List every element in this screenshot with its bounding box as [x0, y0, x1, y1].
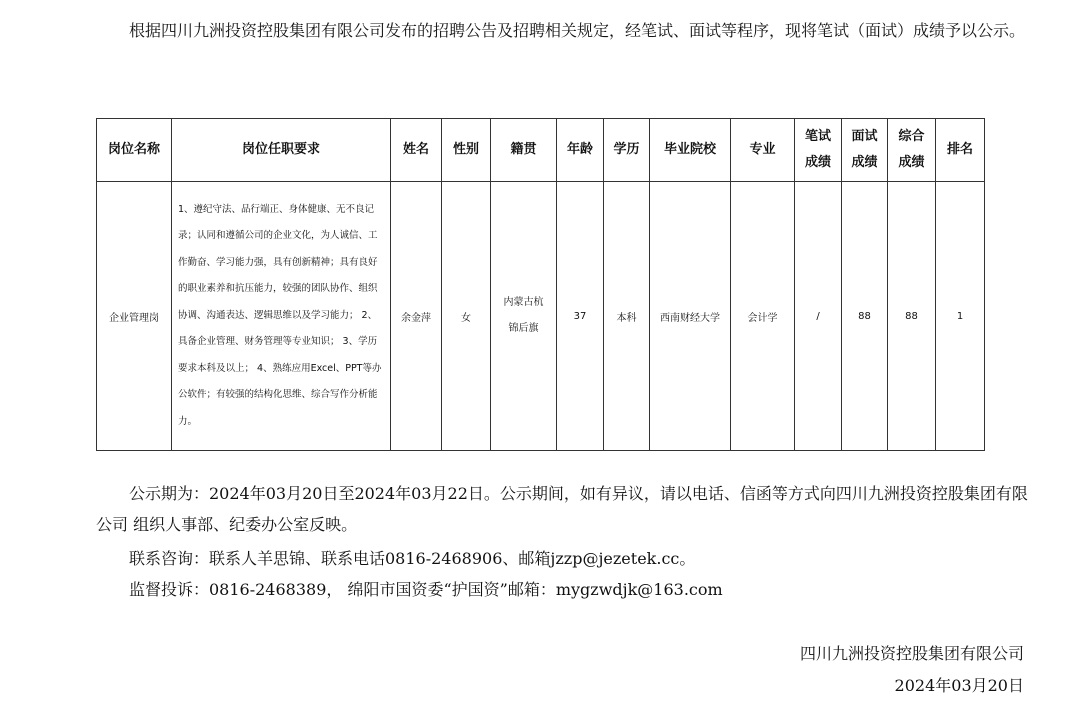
table-header-row	[97, 119, 985, 182]
header-age: 年龄	[557, 119, 604, 182]
header-position: 岗位名称	[97, 119, 172, 182]
results-table	[96, 118, 985, 451]
header-total-score	[888, 119, 936, 182]
header-school: 毕业院校	[650, 119, 731, 182]
header-total-line2: 成绩	[898, 155, 925, 170]
table-row	[97, 182, 985, 451]
signature-date: 2024年03月20日	[894, 676, 1024, 695]
results-table-container	[96, 118, 985, 451]
header-rank: 排名	[936, 119, 985, 182]
cell-rank: 1	[936, 182, 985, 451]
notice-period-paragraph: 公示期为：2024年03月20日至2024年03月22日。公示期间，如有异议，请以电话、信函等方式向四川九洲投资控股集团有限公司 组织人事部、纪委办公室反映。	[96, 484, 1028, 534]
cell-origin-line2: 锦后旗	[508, 323, 539, 334]
cell-age: 37	[557, 182, 604, 451]
cell-position: 企业管理岗	[97, 182, 172, 451]
header-interview-score	[842, 119, 888, 182]
header-written-line2: 成绩	[804, 155, 831, 170]
header-gender: 性别	[442, 119, 491, 182]
header-education: 学历	[604, 119, 650, 182]
cell-origin-line1: 内蒙古杭	[503, 297, 544, 308]
cell-interview-score: 88	[842, 182, 888, 451]
cell-name: 余金萍	[391, 182, 442, 451]
header-written-score	[795, 119, 842, 182]
header-requirements: 岗位任职要求	[172, 119, 391, 182]
cell-school: 西南财经大学	[650, 182, 731, 451]
header-interview-line1: 面试	[851, 129, 878, 144]
cell-requirements: 1、遵纪守法、品行端正、身体健康、无不良记录；认同和遵循公司的企业文化，为人诚信、工作勤奋、学习能力强，具有创新精神；具有良好的职业素养和抗压能力，较强的团队协作、组织协调、沟通表达、逻辑思维以及学习能力； 2、具备企业管理、财务管理等专业知识； 3、学历要求本科及以上； 4、熟练应用Excel、PPT等办公软件；有较强的结构化思维、综合写作分析能力。	[172, 182, 391, 451]
header-major: 专业	[731, 119, 795, 182]
cell-gender: 女	[442, 182, 491, 451]
cell-total-score: 88	[888, 182, 936, 451]
cell-written-score: /	[795, 182, 842, 451]
header-name: 姓名	[391, 119, 442, 182]
header-origin: 籍贯	[491, 119, 557, 182]
header-total-line1: 综合	[898, 129, 925, 144]
header-interview-line2: 成绩	[851, 155, 878, 170]
supervision-paragraph: 监督投诉：0816-2468389， 绵阳市国资委“护国资”邮箱：mygzwdjk@163.com	[129, 580, 723, 599]
intro-paragraph: 根据四川九洲投资控股集团有限公司发布的招聘公告及招聘相关规定，经笔试、面试等程序，现将笔试（面试）成绩予以公示。	[129, 21, 1026, 40]
signature-company: 四川九洲投资控股集团有限公司	[799, 644, 1024, 663]
cell-origin	[491, 182, 557, 451]
header-written-line1: 笔试	[804, 129, 831, 144]
cell-major: 会计学	[731, 182, 795, 451]
contact-paragraph: 联系咨询：联系人羊思锦、联系电话0816-2468906、邮箱jzzp@jezetek.cc。	[129, 549, 696, 568]
cell-education: 本科	[604, 182, 650, 451]
